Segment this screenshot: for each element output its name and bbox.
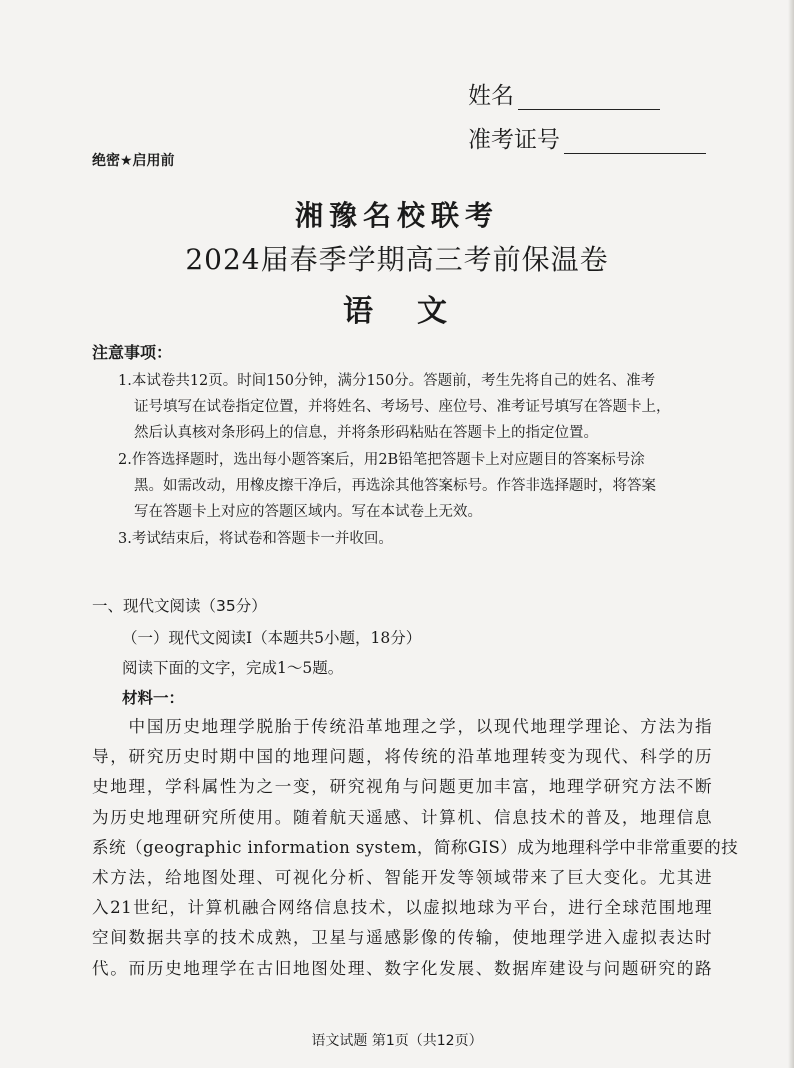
passage-line: 空间数据共享的技术成熟，卫星与遥感影像的传输，使地理学进入虚拟表达时 (92, 928, 712, 948)
passage-line: 导，研究历史时期中国的地理问题，将传统的沿革地理转变为现代、科学的历 (92, 747, 712, 767)
passage-line: 中国历史地理学脱胎于传统沿革地理之学，以现代地理学理论、方法为指 (92, 717, 712, 736)
secret-mark: 绝密★启用前 (92, 153, 175, 169)
notice-item-line: 写在答题卡上对应的答题区域内。写在本试卷上无效。 (134, 504, 482, 520)
candidate-fields (468, 66, 768, 154)
subject-title: 语文 (343, 294, 491, 329)
notice-heading: 注意事项： (92, 343, 173, 362)
exam-title-line2: 2024届春季学期高三考前保温卷 (185, 243, 609, 276)
notice-item-first-line: 3.考试结束后，将试卷和答题卡一并收回。 (118, 531, 393, 547)
section-heading: 一、现代文阅读（35分） (92, 597, 267, 615)
reading-instruction: 阅读下面的文字，完成1～5题。 (122, 659, 344, 677)
paper-edge-shadow (788, 0, 794, 1068)
passage-text (92, 712, 739, 984)
exam-id-label: 准考证号 (468, 127, 560, 153)
notice-item (118, 447, 712, 525)
notice-item-line: 然后认真核对条形码上的信息，并将条形码粘贴在答题卡上的指定位置。 (134, 425, 598, 441)
material-label: 材料一： (122, 689, 185, 707)
notice-item (118, 526, 712, 552)
name-blank[interactable] (518, 89, 660, 110)
exam-id-blank[interactable] (564, 133, 706, 154)
name-label: 姓名 (468, 83, 514, 109)
notice-item-line: 证号填写在试卷指定位置，并将姓名、考场号、座位号、准考证号填写在答题卡上， (134, 399, 671, 415)
exam-id-field-row (468, 110, 768, 154)
passage-line: 系统（geographic information system，简称GIS）成为地理科学中非常重要的技 (92, 837, 739, 857)
passage-line: 入21世纪，计算机融合网络信息技术，以虚拟地球为平台，进行全球范围地理 (92, 898, 712, 918)
passage-line: 为历史地理研究所使用。随着航天遥感、计算机、信息技术的普及，地理信息 (92, 807, 712, 827)
passage-line: 代。而历史地理学在古旧地图处理、数字化发展、数据库建设与问题研究的路 (92, 958, 712, 978)
exam-title-line1: 湘豫名校联考 (294, 199, 499, 232)
page-footer: 语文试题 第1页（共12页） (311, 1033, 483, 1049)
passage-line: 术方法，给地图处理、可视化分析、智能开发等领域带来了巨大变化。尤其进 (92, 868, 712, 888)
name-field-row (468, 66, 768, 110)
notice-item-first-line: 1.本试卷共12页。时间150分钟，满分150分。答题前，考生先将自己的姓名、准考 (118, 373, 656, 389)
section-subheading: （一）现代文阅读Ⅰ（本题共5小题，18分） (122, 629, 422, 647)
notice-item-line: 黑。如需改动，用橡皮擦干净后，再选涂其他答案标号。作答非选择题时，将答案 (134, 478, 656, 494)
notice-item (118, 368, 712, 446)
passage-line: 史地理，学科属性为之一变，研究视角与问题更加丰富，地理学研究方法不断 (92, 777, 712, 797)
notice-item-first-line: 2.作答选择题时，选出每小题答案后，用2B铅笔把答题卡上对应题目的答案标号涂 (118, 452, 645, 468)
notice-list (118, 368, 712, 553)
